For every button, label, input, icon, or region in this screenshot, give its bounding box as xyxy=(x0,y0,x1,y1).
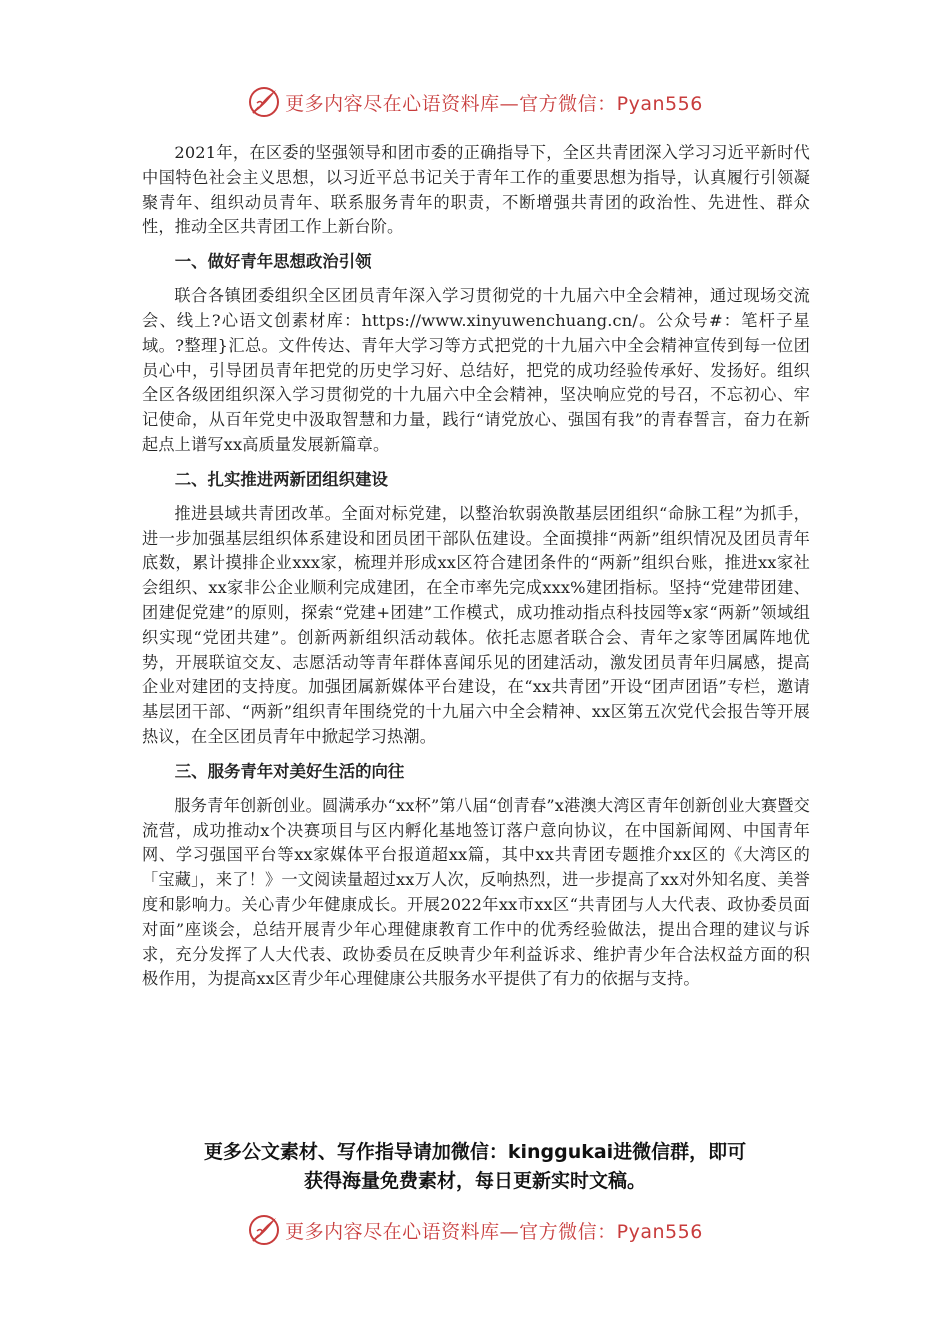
section-paragraph: 服务青年创新创业。圆满承办“xx杯”第八届“创青春”x港澳大湾区青年创新创业大赛暨交流营，成功推动x个决赛项目与区内孵化基地签订落户意向协议，在中国新闻网、中国青年网、学习强国平台等xx家媒体平台报道超xx篇，其中xx共青团专题推介xx区的《大湾区的「宝藏」，来了！》一文阅读量超过xx万人次，反响热烈，进一步提高了xx对外知名度、美誉度和影响力。关心青少年健康成长。开展2022年xx市xx区“共青团与人大代表、政协委员面对面”座谈会，总结开展青少年心理健康教育工作中的优秀经验做法，提出合理的建议与诉求，充分发挥了人大代表、政协委员在反映青少年利益诉求、维护青少年合法权益方面的积极作用，为提高xx区青少年心理健康公共服务水平提供了有力的依据与支持。 xyxy=(142,795,810,989)
promo-line: 更多公文素材、写作指导请加微信：kinggukai进微信群，即可 xyxy=(203,1141,747,1163)
section-paragraph: 推进县域共青团改革。全面对标党建，以整治软弱涣散基层团组织“命脉工程”为抓手，进一步加强基层组织体系建设和团员团干部队伍建设。全面摸排“两新”组织情况及团员青年底数，累计摸排企业xxx家，梳理并形成xx区符合建团条件的“两新”组织台账，推进xx家社会组织、xx家非公企业顺利完成建团，在全市率先完成xxx%建团指标。坚持“党建带团建、团建促党建”的原则，探索“党建+团建”工作模式，成功推动指点科技园等x家“两新”领域组织实现“党团共建”。创新两新组织活动载体。依托志愿者联合会、青年之家等团属阵地优势，开展联谊交友、志愿活动等青年群体喜闻乐见的团建活动，激发团员青年归属感，提高企业对建团的支持度。加强团属新媒体平台建设，在“xx共青团”开设“团声团语”专栏，邀请基层团干部、“两新”组织青年围绕党的十九届六中全会精神、xx区第五次党代会报告等开展热议，在全区团员青年中掀起学习热潮。 xyxy=(142,503,810,746)
header-banner xyxy=(0,82,950,122)
quill-logo-icon xyxy=(247,1213,281,1247)
banner-handle: Pyan556 xyxy=(616,92,703,115)
section-heading: 一、做好青年思想政治引领 xyxy=(174,252,372,272)
banner-handle: Pyan556 xyxy=(616,1220,703,1243)
footer-banner xyxy=(0,1210,950,1250)
banner-text: 更多内容尽在心语资料库—官方微信：Pyan556 xyxy=(285,92,703,115)
article-body xyxy=(142,141,810,992)
promo-notice xyxy=(130,1138,820,1196)
section-paragraph: 联合各镇团委组织全区团员青年深入学习贯彻党的十九届六中全会精神，通过现场交流会、线上?心语文创素材库：https://www.xinyuwenchuang.cn/。公众号#：笔杆子星域。?整理}汇总。文件传达、青年大学习等方式把党的十九届六中全会精神宣传到每一位团员心中，引导团员青年把党的历史学习好、总结好，把党的成功经验传承好、发扬好。组织全区各级团组织深入学习贯彻党的十九届六中全会精神，坚决响应党的号召，不忘初心、牢记使命，从百年党史中汲取智慧和力量，践行“请党放心、强国有我”的青春誓言，奋力在新起点上谱写xx高质量发展新篇章。 xyxy=(142,286,810,454)
intro-paragraph: 2021年，在区委的坚强领导和团市委的正确指导下，全区共青团深入学习习近平新时代中国特色社会主义思想，以习近平总书记关于青年工作的重要思想为指导，认真履行引领凝聚青年、组织动员青年、联系服务青年的职责，不断增强共青团的政治性、先进性、群众性，推动全区共青团工作上新台阶。 xyxy=(142,143,810,237)
section-heading: 二、扎实推进两新团组织建设 xyxy=(174,469,388,489)
section-heading: 三、服务青年对美好生活的向往 xyxy=(174,761,405,781)
quill-logo-icon xyxy=(247,85,281,119)
banner-text: 更多内容尽在心语资料库—官方微信：Pyan556 xyxy=(285,1220,703,1243)
promo-line: 获得海量免费素材，每日更新实时文稿。 xyxy=(303,1170,646,1192)
